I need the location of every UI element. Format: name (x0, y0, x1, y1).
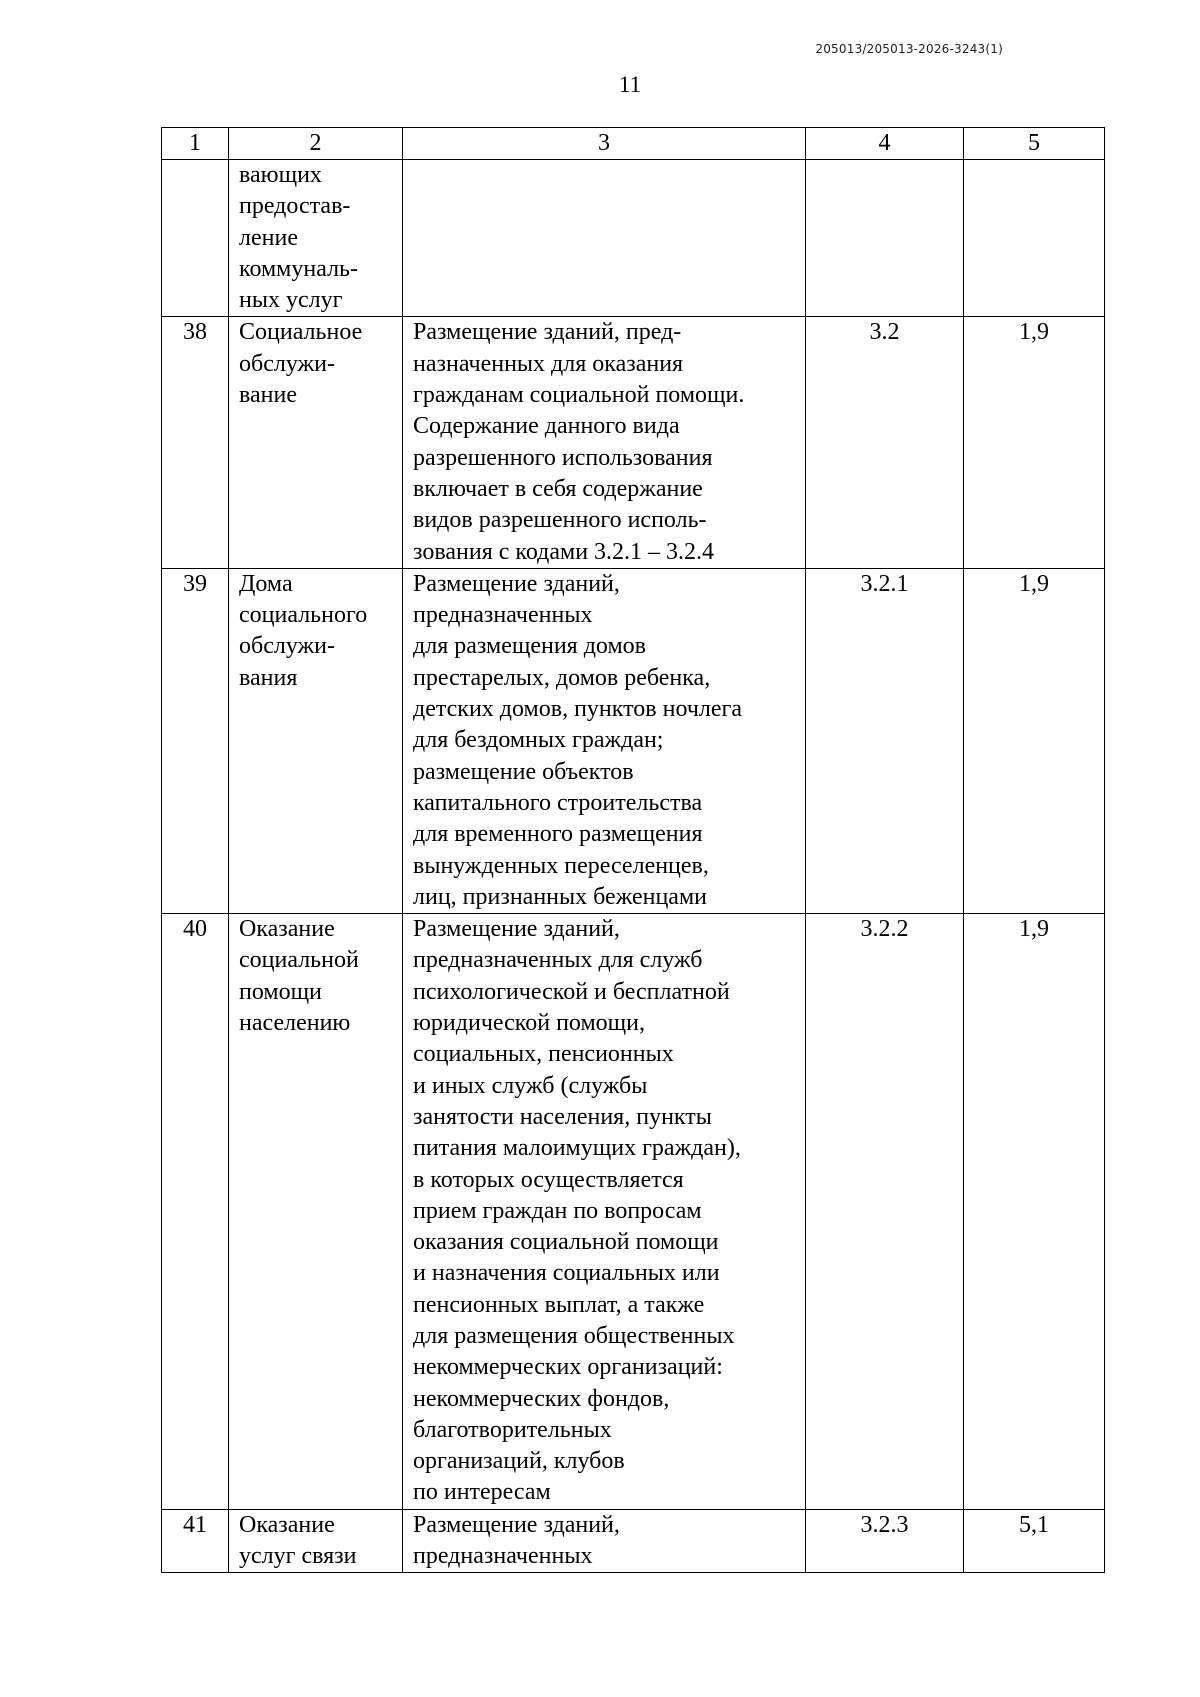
cell-text-line: благотворительных (413, 1416, 612, 1443)
cell-text-line: социальной (239, 947, 359, 974)
cell-text-line: назначенных для оказания (413, 350, 684, 377)
cell-text-line: вания (239, 664, 298, 691)
cell-text-line: размещение объектов (413, 758, 634, 785)
use-type-name (229, 914, 403, 1510)
cell-text-line: Размещение зданий, (413, 916, 620, 943)
cell-text-line: в которых осуществляется (413, 1166, 684, 1193)
row-number: 41 (162, 1509, 229, 1573)
row-number: 40 (162, 914, 229, 1510)
column-header: 3 (403, 128, 806, 160)
use-type-code: 3.2 (806, 317, 964, 568)
row-number: 38 (162, 317, 229, 568)
document-id: 205013/205013-2026-3243(1) (815, 42, 1003, 56)
cell-text-line: предназначенных для служб (413, 947, 703, 974)
column-header: 1 (162, 128, 229, 160)
use-type-name (229, 1509, 403, 1573)
use-type-code: 3.2.1 (806, 568, 964, 913)
column-header: 5 (964, 128, 1105, 160)
cell-text-line: обслужи- (239, 633, 335, 660)
cell-text-line: некоммерческих фондов, (413, 1385, 670, 1412)
cell-text-line: включает в себя содержание (413, 475, 703, 502)
table-row (162, 914, 1105, 1510)
column-header: 4 (806, 128, 964, 160)
use-type-code (806, 160, 964, 317)
table-row (162, 317, 1105, 568)
page-number: 11 (618, 72, 642, 97)
coefficient-value: 1,9 (964, 317, 1105, 568)
use-type-description (403, 317, 806, 568)
cell-text-line: социального (239, 602, 368, 629)
cell-text-line: ление (239, 224, 298, 251)
use-type-code: 3.2.3 (806, 1509, 964, 1573)
cell-text-line: и иных служб (службы (413, 1072, 648, 1099)
coefficient-value: 1,9 (964, 914, 1105, 1510)
use-type-description (403, 914, 806, 1510)
cell-text-line: видов разрешенного исполь- (413, 507, 707, 534)
row-number (162, 160, 229, 317)
cell-text-line: гражданам социальной помощи. (413, 382, 745, 409)
row-number: 39 (162, 568, 229, 913)
use-type-name (229, 568, 403, 913)
cell-text-line: и назначения социальных или (413, 1260, 720, 1287)
cell-text-line: престарелых, домов ребенка, (413, 664, 711, 691)
cell-text-line: оказания социальной помощи (413, 1229, 719, 1256)
table-row (162, 568, 1105, 913)
cell-text-line: Размещение зданий, пред- (413, 319, 682, 346)
cell-text-line: прием граждан по вопросам (413, 1197, 702, 1224)
cell-text-line: коммуналь- (239, 255, 358, 282)
cell-text-line: Социальное (239, 319, 363, 346)
cell-text-line: для размещения общественных (413, 1322, 735, 1349)
cell-text-line: лиц, признанных беженцами (413, 883, 707, 910)
cell-text-line: детских домов, пунктов ночлега (413, 696, 743, 723)
table-header-row (162, 128, 1105, 160)
cell-text-line: психологической и бесплатной (413, 978, 730, 1005)
cell-text-line: Размещение зданий, (413, 570, 620, 597)
cell-text-line: обслужи- (239, 350, 335, 377)
cell-text-line: питания малоимущих граждан), (413, 1135, 741, 1162)
cell-text-line: предостав- (239, 193, 351, 220)
cell-text-line: для бездомных граждан; (413, 727, 664, 754)
cell-text-line: занятости населения, пункты (413, 1103, 712, 1130)
cell-text-line: услуг связи (239, 1543, 357, 1570)
use-type-name (229, 160, 403, 317)
use-type-code: 3.2.2 (806, 914, 964, 1510)
coefficient-value: 1,9 (964, 568, 1105, 913)
use-type-description (403, 1509, 806, 1573)
cell-text-line: капитального строительства (413, 789, 703, 816)
table-row (162, 160, 1105, 317)
cell-text-line: Дома (239, 570, 293, 597)
cell-text-line: организаций, клубов (413, 1448, 625, 1475)
coefficient-value (964, 160, 1105, 317)
cell-text-line: вание (239, 382, 298, 409)
cell-text-line: ных услуг (239, 287, 343, 314)
cell-text-line: предназначенных (413, 602, 593, 629)
cell-text-line: пенсионных выплат, а также (413, 1291, 705, 1318)
cell-text-line: Оказание (239, 1511, 335, 1538)
cell-text-line: зования с кодами 3.2.1 – 3.2.4 (413, 538, 715, 565)
table-row (162, 1509, 1105, 1573)
cell-text-line: вынужденных переселенцев, (413, 852, 709, 879)
cell-text-line: населению (239, 1010, 351, 1037)
cell-text-line: юридической помощи, (413, 1010, 645, 1037)
use-type-description (403, 568, 806, 913)
cell-text-line: для временного размещения (413, 821, 703, 848)
cell-text-line: Размещение зданий, (413, 1511, 620, 1538)
cell-text-line: вающих (239, 162, 322, 188)
cell-text-line: помощи (239, 978, 322, 1005)
cell-text-line: по интересам (413, 1479, 551, 1506)
cell-text-line: социальных, пенсионных (413, 1041, 674, 1068)
cell-text-line: разрешенного использования (413, 444, 713, 471)
cell-text-line: некоммерческих организаций: (413, 1354, 723, 1381)
land-use-table (161, 127, 1105, 1573)
cell-text-line: предназначенных (413, 1543, 593, 1570)
cell-text-line: для размещения домов (413, 633, 646, 660)
use-type-description (403, 160, 806, 317)
cell-text-line: Оказание (239, 916, 335, 943)
use-type-name (229, 317, 403, 568)
column-header: 2 (229, 128, 403, 160)
cell-text-line: Содержание данного вида (413, 413, 680, 440)
coefficient-value: 5,1 (964, 1509, 1105, 1573)
